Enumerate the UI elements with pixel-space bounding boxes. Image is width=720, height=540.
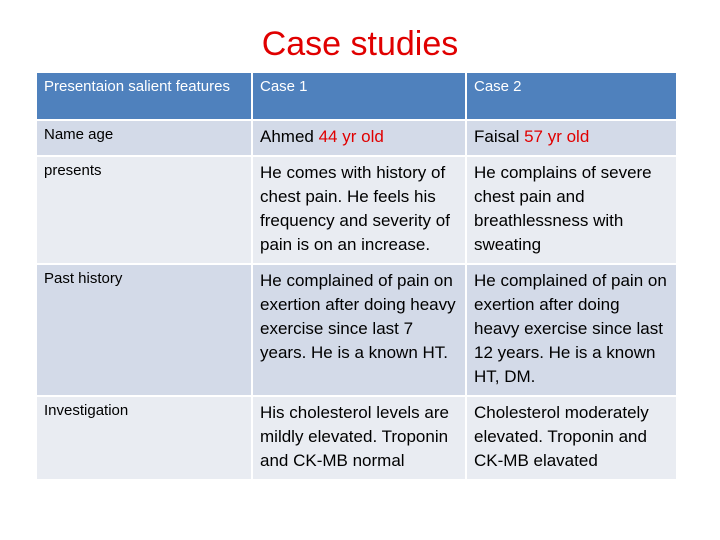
page-title: Case studies <box>261 25 459 63</box>
row-label: Past history <box>37 265 251 395</box>
table-row-name-age <box>37 121 676 155</box>
case-2-cell: He complained of pain on exertion after doing heavy exercise since last 12 years. He is a known HT, DM. <box>467 265 676 395</box>
row-label: Name age <box>37 121 251 155</box>
header-case-1: Case 1 <box>253 73 465 119</box>
row-label: Investigation <box>37 397 251 479</box>
case-1-cell: His cholesterol levels are mildly elevated. Troponin and CK-MB normal <box>253 397 465 479</box>
row-label: presents <box>37 157 251 263</box>
case-2-cell: He complains of severe chest pain and breathlessness with sweating <box>467 157 676 263</box>
case-1-cell: He comes with history of chest pain. He feels his frequency and severity of pain is on an increase. <box>253 157 465 263</box>
case-2-name: Faisal <box>474 127 525 146</box>
header-case-2: Case 2 <box>467 73 676 119</box>
table-row-investigation <box>37 397 676 479</box>
case-1-age: 44 yr old <box>318 127 384 146</box>
case-2-age: 57 yr old <box>524 127 590 146</box>
case-2-name-age <box>467 121 676 155</box>
table-row-presents <box>37 157 676 263</box>
table-row-past-history <box>37 265 676 395</box>
case-table <box>35 71 678 481</box>
case-1-name: Ahmed <box>260 127 319 146</box>
case-2-cell: Cholesterol moderately elevated. Troponin and CK-MB elavated <box>467 397 676 479</box>
case-1-cell: He complained of pain on exertion after doing heavy exercise since last 7 years. He is a known HT. <box>253 265 465 395</box>
case-1-name-age <box>253 121 465 155</box>
table-header-row <box>37 73 676 119</box>
header-features: Presentaion salient features <box>37 73 251 119</box>
